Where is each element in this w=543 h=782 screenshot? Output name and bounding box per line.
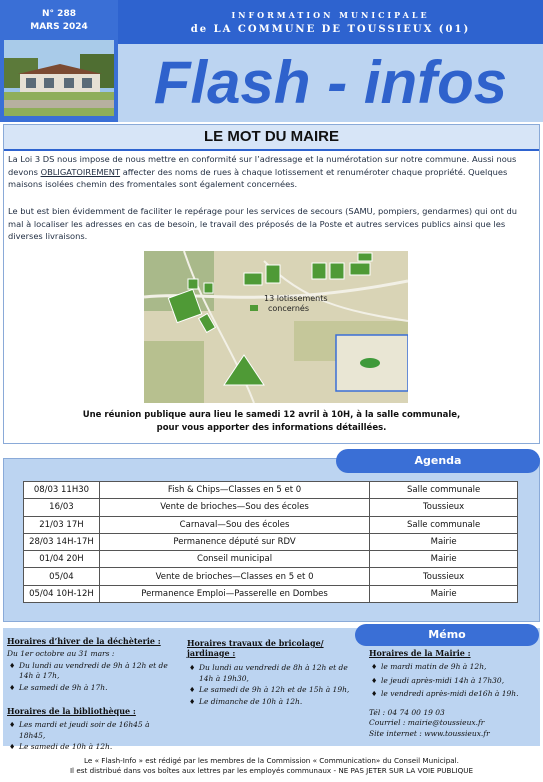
agenda-heading: Agenda: [336, 449, 540, 473]
travaux-heading: Horaires travaux de bricolage/ jardinage :: [187, 638, 324, 658]
public-meeting-notice: [4, 409, 539, 434]
decheterie-block: [7, 636, 177, 693]
agenda-date: 16/03: [24, 499, 100, 516]
section-title: LE MOT DU MAIRE: [4, 125, 539, 149]
travaux-item: ♦ Le dimanche de 10h à 12h.: [187, 697, 357, 708]
agenda-event: Vente de brioches—Sou des écoles: [99, 499, 369, 516]
paragraph-2: Le but est bien évidemment de faciliter le repérage pour les services de secours (SAMU, pompiers, gendarmes) qui ont du mal à localiser les adresses en cas de besoin, le travail des préposés de la Poste et autres services publics ainsi que les diverses livraisons.: [8, 206, 517, 241]
map-label-line-1: 13 lotissements: [264, 294, 328, 303]
agenda-row: [24, 585, 518, 602]
decheterie-item: ♦ Le samedi de 9h à 17h.: [7, 683, 177, 694]
mairie-item: ♦ le jeudi après-midi 14h à 17h30,: [369, 676, 537, 687]
map-label-line-2: concernés: [268, 304, 309, 313]
footer-line-1: Le « Flash-Info » est rédigé par les membres de la Commission « Communication» du Conseil Municipal.: [84, 756, 459, 765]
info-line: INFORMATION MUNICIPALE: [231, 10, 430, 20]
agenda-place: Mairie: [370, 585, 518, 602]
footer: [0, 756, 543, 776]
memo-heading: Mémo: [355, 624, 539, 646]
agenda-date: 28/03 14H-17H: [24, 533, 100, 550]
agenda-section: [3, 454, 540, 622]
mairie-block: [369, 648, 537, 739]
agenda-row: [24, 516, 518, 533]
agenda-place: Salle communale: [370, 482, 518, 499]
decheterie-period: Du 1er octobre au 31 mars :: [7, 649, 115, 658]
agenda-date: 01/04 20H: [24, 551, 100, 568]
masthead-top-band: [118, 0, 543, 44]
footer-line-2: Il est distribué dans vos boîtes aux lettres par les employés communaux - NE PAS JETER SUR LA VOIE PUBLIQUE: [69, 766, 474, 775]
lotissements-map: [144, 251, 408, 403]
bibliotheque-item: ♦ Le samedi de 10h à 12h.: [7, 742, 177, 753]
bibliotheque-item: ♦ Les mardi et jeudi soir de 16h45 à 18h45,: [7, 720, 177, 741]
agenda-place: Mairie: [370, 533, 518, 550]
decheterie-heading: Horaires d’hiver de la déchèterie :: [7, 636, 161, 646]
agenda-event: Vente de brioches—Classes en 5 et 0: [99, 568, 369, 585]
masthead: [0, 0, 543, 122]
issue-info: [6, 8, 112, 34]
paragraph-1-start: La Loi 3 DS nous impose de nous mettre en conformité sur l’adressage et la numérotation sur notre commune. Aussi nous devons: [8, 154, 517, 177]
agenda-event: Carnaval—Sou des écoles: [99, 516, 369, 533]
issue-date: MARS 2024: [30, 22, 88, 32]
town-hall-photo: [4, 40, 114, 116]
title-divider: [4, 149, 539, 151]
bibliotheque-heading: Horaires de la bibliothèque :: [7, 706, 136, 716]
paragraph-1: [8, 153, 535, 191]
issue-number: N° 288: [42, 9, 76, 19]
agenda-event: Conseil municipal: [99, 551, 369, 568]
agenda-place: Toussieux: [370, 499, 518, 516]
mairie-item: ♦ le vendredi après-midi de16h à 19h.: [369, 689, 537, 700]
agenda-event: Permanence Emploi—Passerelle en Dombes: [99, 585, 369, 602]
paragraph-1-end: affecter des noms de rues à chaque lotissement et renuméroter chaque propriété. Quelques maisons isolées chemin des fromentales sont également concernées.: [8, 166, 508, 189]
agenda-date: 08/03 11H30: [24, 482, 100, 499]
agenda-event: Permanence député sur RDV: [99, 533, 369, 550]
agenda-date: 05/04: [24, 568, 100, 585]
mot-du-maire-section: [3, 124, 540, 444]
masthead-left-column: [0, 0, 118, 122]
travaux-item: ♦ Du lundi au vendredi de 8h à 12h et de 14h à 19h30,: [187, 663, 357, 684]
agenda-place: Salle communale: [370, 516, 518, 533]
commune-line: de LA COMMUNE DE TOUSSIEUX (01): [190, 24, 471, 35]
agenda-row: [24, 482, 518, 499]
agenda-row: [24, 533, 518, 550]
horaires-section: [3, 628, 540, 751]
newsletter-title: Flash - infos: [153, 49, 508, 116]
agenda-date: 05/04 10H-12H: [24, 585, 100, 602]
agenda-table: [23, 481, 518, 603]
mairie-phone: Tél : 04 74 00 19 03: [369, 707, 445, 717]
meeting-line-2: pour vous apporter des informations détaillées.: [156, 422, 387, 433]
agenda-date: 21/03 17H: [24, 516, 100, 533]
meeting-line-1: Une réunion publique aura lieu le samedi 12 avril à 10H, à la salle communale,: [82, 410, 461, 420]
bibliotheque-block: [7, 706, 177, 753]
travaux-item: ♦ Le samedi de 9h à 12h et de 15h à 19h,: [187, 685, 357, 696]
mairie-website[interactable]: Site internet : www.toussieux.fr: [369, 728, 490, 738]
agenda-row: [24, 551, 518, 568]
agenda-row: [24, 568, 518, 585]
agenda-row: [24, 499, 518, 516]
mairie-item: ♦ le mardi matin de 9h à 12h,: [369, 662, 537, 673]
masthead-title-band: [118, 44, 543, 122]
mairie-email[interactable]: Courriel : mairie@toussieux.fr: [369, 718, 485, 727]
agenda-place: Mairie: [370, 551, 518, 568]
agenda-event: Fish & Chips—Classes en 5 et 0: [99, 482, 369, 499]
travaux-block: [187, 638, 357, 707]
decheterie-item: ♦ Du lundi au vendredi de 9h à 12h et de 14h à 17h,: [7, 661, 177, 682]
agenda-place: Toussieux: [370, 568, 518, 585]
obligatoirement-text: OBLIGATOIREMENT: [40, 166, 121, 177]
mairie-heading: Horaires de la Mairie :: [369, 648, 471, 658]
